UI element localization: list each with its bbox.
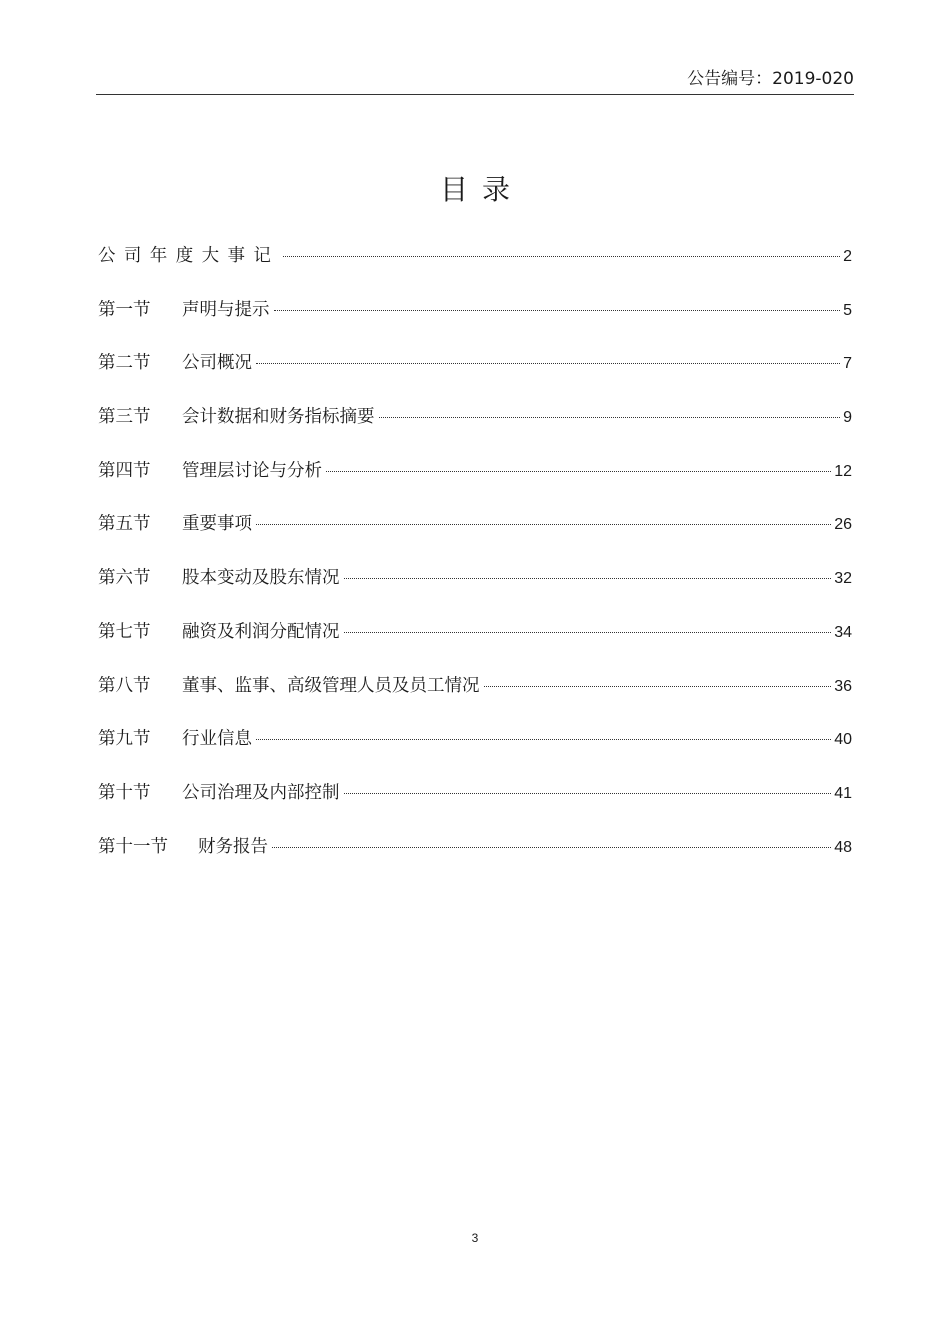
toc-leader bbox=[272, 847, 831, 848]
toc-entry-page: 32 bbox=[834, 570, 852, 588]
toc-entry-section-6[interactable] bbox=[98, 562, 852, 616]
toc-entry-page: 2 bbox=[843, 248, 852, 265]
toc-entry-page: 7 bbox=[843, 355, 852, 373]
toc-leader bbox=[283, 256, 840, 257]
toc-entry-section: 第八节 bbox=[98, 675, 151, 696]
toc-entry-page: 12 bbox=[834, 462, 852, 480]
toc-entry-section-2[interactable] bbox=[98, 347, 852, 401]
toc-entry-page: 5 bbox=[843, 301, 852, 319]
page-number: 3 bbox=[471, 1231, 479, 1245]
toc-entry-section-7[interactable] bbox=[98, 616, 852, 670]
toc-leader bbox=[274, 310, 841, 311]
toc-leader bbox=[256, 363, 840, 364]
toc-entry-name: 董事、监事、高级管理人员及员工情况 bbox=[182, 675, 480, 696]
toc-entry-section: 第六节 bbox=[98, 568, 151, 589]
toc-entry-section-10[interactable] bbox=[98, 777, 852, 831]
toc-entry-name: 管理层讨论与分析 bbox=[182, 460, 322, 481]
toc-entry-page: 26 bbox=[834, 516, 852, 534]
toc-leader bbox=[256, 524, 831, 525]
toc-entry-section-1[interactable] bbox=[98, 294, 852, 348]
toc-entry-section-5[interactable] bbox=[98, 508, 852, 562]
toc-title: 目录 bbox=[439, 173, 524, 206]
toc-entry-name: 公司年度大事记 bbox=[98, 246, 280, 266]
toc-entry-section-4[interactable] bbox=[98, 455, 852, 509]
toc-entry-page: 48 bbox=[834, 838, 852, 856]
toc-leader bbox=[379, 417, 841, 418]
toc-entry-name: 声明与提示 bbox=[182, 299, 270, 320]
toc-entry-section: 第十节 bbox=[98, 782, 151, 803]
toc-entry-name: 财务报告 bbox=[198, 836, 268, 857]
toc-entry-section-9[interactable] bbox=[98, 723, 852, 777]
toc-entry-section: 第一节 bbox=[98, 299, 151, 320]
toc-entry-name: 股本变动及股东情况 bbox=[182, 568, 340, 589]
toc-entry-section: 第五节 bbox=[98, 514, 151, 535]
toc-leader bbox=[484, 686, 832, 687]
toc-leader bbox=[344, 578, 832, 579]
announcement-number: 公告编号：2019-020 bbox=[687, 69, 854, 89]
toc-entry-section: 第七节 bbox=[98, 621, 151, 642]
toc-entry-name: 行业信息 bbox=[182, 729, 252, 750]
toc-entry-name: 重要事项 bbox=[182, 514, 252, 535]
toc-entry-name: 公司概况 bbox=[182, 353, 252, 374]
toc-entry-name: 会计数据和财务指标摘要 bbox=[182, 407, 375, 428]
toc-entry-page: 40 bbox=[834, 731, 852, 749]
toc-entry-section-3[interactable] bbox=[98, 401, 852, 455]
toc-entry-annual-events[interactable] bbox=[98, 240, 852, 294]
toc-entry-section: 第十一节 bbox=[98, 836, 168, 857]
toc-entry-page: 9 bbox=[843, 409, 852, 427]
toc-entry-page: 41 bbox=[834, 784, 852, 802]
toc-leader bbox=[256, 739, 831, 740]
toc-entry-section: 第九节 bbox=[98, 729, 151, 750]
toc-entry-section: 第四节 bbox=[98, 460, 151, 481]
toc-entry-name: 公司治理及内部控制 bbox=[182, 782, 340, 803]
toc-leader bbox=[344, 793, 832, 794]
table-of-contents bbox=[98, 240, 852, 884]
toc-entry-name: 融资及利润分配情况 bbox=[182, 621, 340, 642]
toc-entry-page: 36 bbox=[834, 677, 852, 695]
page-header bbox=[96, 66, 854, 95]
toc-leader bbox=[344, 632, 832, 633]
toc-entry-section-8[interactable] bbox=[98, 670, 852, 724]
toc-entry-section: 第三节 bbox=[98, 407, 151, 428]
toc-leader bbox=[326, 471, 831, 472]
toc-entry-page: 34 bbox=[834, 623, 852, 641]
toc-entry-section: 第二节 bbox=[98, 353, 151, 374]
toc-entry-section-11[interactable] bbox=[98, 831, 852, 885]
